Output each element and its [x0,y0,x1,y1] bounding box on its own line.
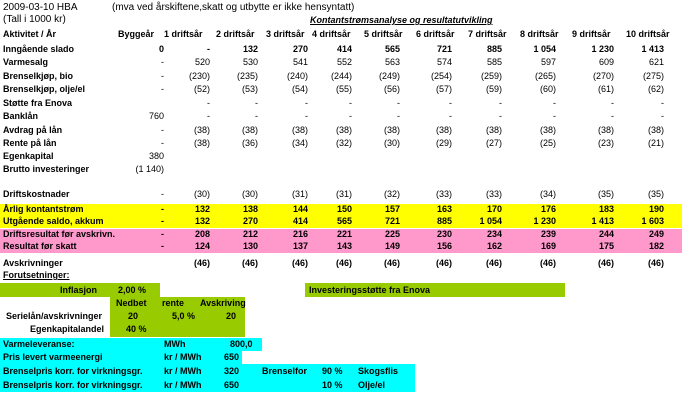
heat-value[interactable]: 800,0 [230,339,253,349]
table-cell[interactable]: (59) [485,84,502,94]
table-cell[interactable]: 138 [242,204,258,214]
fuel1-value[interactable]: 320 [224,366,240,376]
table-cell[interactable]: - [207,98,210,108]
table-cell[interactable]: (53) [241,84,258,94]
table-cell[interactable]: (31) [291,189,308,199]
table-cell[interactable]: (25) [539,138,556,148]
table-cell[interactable]: - [161,57,164,67]
row-label: Inngående slado [3,44,75,54]
table-cell[interactable]: 541 [292,57,308,67]
equity-value[interactable]: 40 % [126,324,147,334]
table-cell[interactable]: 221 [336,229,352,239]
table-cell[interactable]: - [161,71,164,81]
table-cell[interactable]: (33) [485,189,502,199]
table-cell[interactable]: (38) [597,125,614,135]
table-cell[interactable]: (46) [539,258,556,268]
table-cell[interactable]: 565 [336,216,352,226]
fuel1-unit: kr / MWh [164,366,202,376]
table-cell[interactable]: (52) [193,84,210,94]
table-cell[interactable]: (249) [378,71,400,81]
table-cell[interactable]: 760 [148,111,164,121]
table-cell[interactable]: 132 [242,44,258,54]
table-cell[interactable]: (38) [193,138,210,148]
table-cell[interactable]: 530 [242,57,258,67]
row-label: Banklån [3,111,39,121]
table-cell[interactable]: - [553,111,556,121]
table-cell[interactable]: (46) [241,258,258,268]
row-label: Varmesalg [3,57,49,67]
table-cell[interactable]: 1 054 [533,44,556,54]
table-cell[interactable]: 163 [436,204,452,214]
fuel1-share[interactable]: 90 % [322,366,343,376]
table-cell[interactable]: (38) [485,125,502,135]
fuel1-label: Brenselpris korr. for virkningsgr. [3,366,143,376]
table-cell[interactable]: (38) [383,125,400,135]
table-cell[interactable]: - [449,111,452,121]
price-unit: kr / MWh [164,352,202,362]
table-cell[interactable]: (35) [597,189,614,199]
table-cell[interactable]: 208 [194,229,210,239]
table-cell[interactable]: 574 [436,57,452,67]
fuel2-share[interactable]: 10 % [322,380,343,390]
column-header: Byggeår [118,29,155,39]
equity-label: Egenkapitalandel [30,324,105,334]
table-cell[interactable]: (38) [435,125,452,135]
column-header: 7 driftsår [468,29,507,39]
table-cell[interactable]: (30) [383,138,400,148]
column-header: 2 driftsår [216,29,255,39]
table-cell[interactable]: 137 [292,241,308,251]
column-header: 10 driftsår [626,29,670,39]
table-cell[interactable]: 176 [540,204,556,214]
table-cell[interactable]: (244) [330,71,352,81]
table-cell[interactable]: - [499,98,502,108]
table-cell[interactable]: (240) [286,71,308,81]
table-cell[interactable]: (254) [430,71,452,81]
table-cell[interactable]: (1 140) [135,164,164,174]
fuel2-name: Olje/el [358,380,386,390]
heat-label: Varmeleveranse: [3,339,75,349]
loan-row-label: Serielån/avskrivninger [6,311,103,321]
table-cell[interactable]: 130 [242,241,258,251]
row-label: Brutto investeringer [3,164,90,174]
table-cell[interactable]: 132 [194,204,210,214]
table-cell[interactable]: (38) [291,125,308,135]
table-cell[interactable]: - [305,98,308,108]
table-cell[interactable]: (38) [539,125,556,135]
table-cell[interactable]: (34) [291,138,308,148]
price-label: Pris levert varmeenergi [3,352,103,362]
column-header-activity: Aktivitet / År [3,29,57,39]
table-cell[interactable]: 1 413 [591,216,614,226]
table-cell[interactable]: - [661,98,664,108]
loan-header-rente: rente [162,298,185,308]
table-cell[interactable]: 609 [598,57,614,67]
table-cell[interactable]: - [397,98,400,108]
table-cell[interactable]: (275) [642,71,664,81]
table-cell[interactable]: (270) [592,71,614,81]
table-cell[interactable]: 1 230 [591,44,614,54]
row-label: Resultat før skatt [3,241,77,251]
column-header: 8 driftsår [520,29,559,39]
table-cell[interactable]: 183 [598,204,614,214]
fuel2-unit: kr / MWh [164,380,202,390]
table-cell[interactable]: - [207,111,210,121]
sheet-title: Kontantstrømsanalyse og resultatutvikling [310,15,493,25]
table-cell[interactable]: 565 [384,44,400,54]
table-cell[interactable]: (265) [534,71,556,81]
fuel1-name: Skogsflis [358,366,399,376]
table-cell[interactable]: (61) [597,84,614,94]
table-cell[interactable]: 885 [436,216,452,226]
table-cell[interactable]: - [349,98,352,108]
table-cell[interactable]: 380 [148,151,164,161]
table-cell[interactable]: 143 [336,241,352,251]
table-cell[interactable]: - [305,111,308,121]
table-cell[interactable]: 885 [486,44,502,54]
table-cell[interactable]: 621 [648,57,664,67]
table-cell[interactable]: (33) [435,189,452,199]
column-header: 5 driftsår [364,29,403,39]
row-label: Rente på lån [3,138,57,148]
table-cell[interactable]: 144 [292,204,308,214]
table-cell[interactable]: 552 [336,57,352,67]
column-header: 4 driftsår [312,29,351,39]
table-cell[interactable]: (46) [435,258,452,268]
table-cell[interactable]: - [161,189,164,199]
table-cell[interactable]: 563 [384,57,400,67]
loan-avskriving-value[interactable]: 20 [226,311,237,321]
table-cell[interactable]: - [161,84,164,94]
table-cell[interactable]: 149 [384,241,400,251]
table-cell[interactable]: (38) [647,125,664,135]
table-cell[interactable]: (55) [335,84,352,94]
table-cell[interactable]: 721 [384,216,400,226]
fuel2-label: Brenselpris korr. for virkningsgr. [3,380,143,390]
table-cell[interactable]: 156 [436,241,452,251]
table-cell[interactable]: 132 [194,216,210,226]
table-cell[interactable]: (29) [435,138,452,148]
table-cell[interactable]: - [161,204,164,214]
table-cell[interactable]: (30) [193,189,210,199]
table-cell[interactable]: (56) [383,84,400,94]
table-cell[interactable]: 182 [648,241,664,251]
table-cell[interactable]: - [553,98,556,108]
table-cell[interactable]: (31) [335,189,352,199]
table-cell[interactable]: (35) [647,189,664,199]
table-cell[interactable]: 270 [292,44,308,54]
table-cell[interactable]: 175 [598,241,614,251]
row-label: Utgående saldo, akkum [3,216,104,226]
table-cell[interactable]: 234 [486,229,502,239]
column-header: 9 driftsår [572,29,611,39]
table-cell[interactable]: 124 [194,241,210,251]
table-cell[interactable]: (30) [241,189,258,199]
date-author: 2009-03-10 HBA [3,2,78,13]
loan-header-avskriving: Avskriving [200,298,246,308]
table-cell[interactable]: 150 [336,204,352,214]
table-cell[interactable]: - [161,138,164,148]
heat-unit: MWh [164,339,186,349]
column-header: 3 driftsår [266,29,305,39]
table-cell[interactable]: (46) [647,258,664,268]
table-cell[interactable]: (36) [241,138,258,148]
inflation-label: Inflasjon [60,285,98,295]
price-value[interactable]: 650 [224,352,240,362]
table-cell[interactable]: 414 [292,216,308,226]
table-cell[interactable]: 1 603 [641,216,664,226]
table-cell[interactable]: - [397,111,400,121]
table-cell[interactable]: 230 [436,229,452,239]
table-cell[interactable]: (259) [480,71,502,81]
table-cell[interactable]: 216 [292,229,308,239]
table-cell[interactable]: 585 [486,57,502,67]
table-cell[interactable]: (38) [241,125,258,135]
table-cell[interactable]: 1 413 [641,44,664,54]
table-cell[interactable]: (57) [435,84,452,94]
table-cell[interactable]: (46) [485,258,502,268]
row-label: Støtte fra Enova [3,98,73,108]
table-cell[interactable]: - [255,111,258,121]
row-label: Brenselkjøp, olje/el [3,84,86,94]
row-label: Avdrag på lån [3,125,63,135]
table-cell[interactable]: 520 [194,57,210,67]
table-cell[interactable]: - [611,98,614,108]
table-cell[interactable]: 212 [242,229,258,239]
table-cell[interactable]: (46) [383,258,400,268]
enova-label: Investeringsstøtte fra Enova [309,285,431,295]
row-label: Egenkapital [3,151,54,161]
loan-nedbet-value[interactable]: 20 [128,311,139,321]
row-label: Driftsresultat før avskrivn. [3,229,116,239]
loan-rente-value[interactable]: 5,0 % [172,311,196,321]
table-cell[interactable]: (21) [647,138,664,148]
table-cell[interactable]: - [161,241,164,251]
table-cell[interactable]: 162 [486,241,502,251]
row-label: Driftskostnader [3,189,70,199]
table-cell[interactable]: (60) [539,84,556,94]
table-cell[interactable]: 249 [648,229,664,239]
table-cell[interactable]: (46) [193,258,210,268]
table-cell[interactable]: 597 [540,57,556,67]
table-cell[interactable]: - [161,229,164,239]
row-label: Avskrivninger [3,258,63,268]
fuel1-share-label: Brenselfor [262,366,308,376]
units-label: (Tall i 1000 kr) [3,14,66,25]
table-cell[interactable]: (38) [335,125,352,135]
header-note: (mva ved årskiftene,skatt og utbytte er ikke hensyntatt) [112,2,355,13]
table-cell[interactable]: 244 [598,229,614,239]
table-cell[interactable]: - [161,125,164,135]
table-cell[interactable]: 239 [540,229,556,239]
table-cell[interactable]: - [499,111,502,121]
table-cell[interactable]: (46) [335,258,352,268]
table-cell[interactable]: 414 [336,44,352,54]
row-label: Årlig kontantstrøm [3,204,84,214]
table-cell[interactable]: - [349,111,352,121]
table-cell[interactable]: - [661,111,664,121]
table-cell[interactable]: (27) [485,138,502,148]
table-cell[interactable]: - [611,111,614,121]
table-cell[interactable]: (38) [193,125,210,135]
table-cell[interactable]: 157 [384,204,400,214]
assumptions-title: Forutsetninger: [3,270,70,280]
table-cell[interactable]: (46) [597,258,614,268]
table-cell[interactable]: (46) [291,258,308,268]
fuel2-value[interactable]: 650 [224,380,240,390]
table-cell[interactable]: 1 054 [479,216,502,226]
table-cell[interactable]: 190 [648,204,664,214]
table-cell[interactable]: - [161,216,164,226]
column-header: 6 driftsår [416,29,455,39]
table-cell[interactable]: (34) [539,189,556,199]
table-cell[interactable]: (23) [597,138,614,148]
table-cell[interactable]: - [207,44,210,54]
table-cell[interactable]: 1 230 [533,216,556,226]
table-cell[interactable]: (54) [291,84,308,94]
table-cell[interactable]: (32) [383,189,400,199]
column-header: 1 driftsår [164,29,203,39]
inflation-value[interactable]: 2,00 % [118,285,147,295]
table-cell[interactable]: (32) [335,138,352,148]
table-cell[interactable]: (235) [236,71,258,81]
table-cell[interactable]: 170 [486,204,502,214]
table-cell[interactable]: (230) [188,71,210,81]
loan-header-nedbet: Nedbet [116,298,147,308]
table-cell[interactable]: 169 [540,241,556,251]
table-cell[interactable]: - [255,98,258,108]
table-cell[interactable]: 0 [158,44,164,54]
table-cell[interactable]: 225 [384,229,400,239]
table-cell[interactable]: 721 [436,44,452,54]
row-label: Brenselkjøp, bio [3,71,74,81]
table-cell[interactable]: 270 [242,216,258,226]
table-cell[interactable]: - [449,98,452,108]
table-cell[interactable]: (62) [647,84,664,94]
